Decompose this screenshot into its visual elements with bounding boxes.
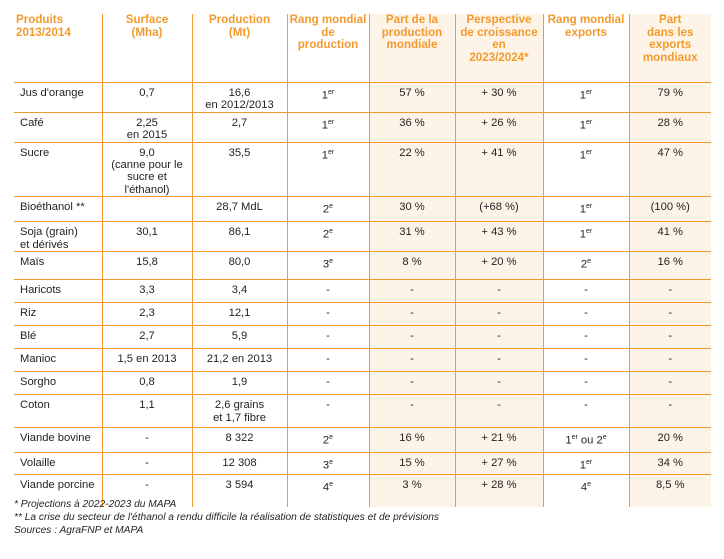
- cell-part-production: -: [369, 395, 455, 428]
- cell-rang-production: -: [287, 303, 369, 326]
- table-row: [14, 326, 711, 349]
- cell-production: 3 594: [192, 475, 287, 507]
- cell-rang-exports: 1er: [543, 112, 629, 142]
- cell-rang-production: -: [287, 280, 369, 303]
- cell-produit: Riz: [14, 303, 102, 326]
- cell-rang-production: -: [287, 326, 369, 349]
- cell-produit: Café: [14, 112, 102, 142]
- cell-surface: 2,7: [102, 326, 192, 349]
- cell-rang-exports: 1er: [543, 142, 629, 197]
- cell-rang-exports: -: [543, 303, 629, 326]
- cell-rang-production: -: [287, 372, 369, 395]
- cell-part-production: 22 %: [369, 142, 455, 197]
- cell-surface: 0,8: [102, 372, 192, 395]
- cell-surface: 0,7: [102, 83, 192, 113]
- cell-part-exports: 79 %: [629, 83, 711, 113]
- cell-part-exports: -: [629, 349, 711, 372]
- cell-part-production: -: [369, 349, 455, 372]
- footnote-projections: * Projections à 2022-2023 du MAPA: [14, 499, 177, 510]
- cell-perspective: + 20 %: [455, 252, 543, 280]
- cell-rang-exports: 2e: [543, 252, 629, 280]
- cell-production: 2,6 grains et 1,7 fibre: [192, 395, 287, 428]
- cell-part-exports: 34 %: [629, 453, 711, 475]
- cell-produit: Maïs: [14, 252, 102, 280]
- cell-production: 16,6 en 2012/2013: [192, 83, 287, 113]
- header-production: Production (Mt): [192, 14, 287, 83]
- table-row: [14, 197, 711, 222]
- table-row: [14, 83, 711, 113]
- cell-production: 12,1: [192, 303, 287, 326]
- cell-produit: Sucre: [14, 142, 102, 197]
- footnote-ethanol: ** La crise du secteur de l'éthanol a rendu difficile la réalisation de statistiques et de prévisions: [14, 512, 439, 523]
- cell-part-production: 16 %: [369, 428, 455, 453]
- cell-perspective: -: [455, 280, 543, 303]
- cell-part-production: -: [369, 280, 455, 303]
- cell-rang-production: 2e: [287, 222, 369, 252]
- cell-perspective: -: [455, 349, 543, 372]
- cell-perspective: -: [455, 326, 543, 349]
- cell-part-production: -: [369, 303, 455, 326]
- cell-part-production: 57 %: [369, 83, 455, 113]
- cell-produit: Sorgho: [14, 372, 102, 395]
- cell-rang-production: 2e: [287, 428, 369, 453]
- cell-rang-exports: -: [543, 326, 629, 349]
- cell-part-exports: -: [629, 326, 711, 349]
- cell-surface: 9,0 (canne pour le sucre et l'éthanol): [102, 142, 192, 197]
- cell-surface: -: [102, 475, 192, 507]
- cell-rang-production: 1er: [287, 112, 369, 142]
- cell-surface: 1,1: [102, 395, 192, 428]
- cell-production: 3,4: [192, 280, 287, 303]
- cell-perspective: + 30 %: [455, 83, 543, 113]
- cell-perspective: -: [455, 303, 543, 326]
- cell-part-production: 8 %: [369, 252, 455, 280]
- cell-part-exports: -: [629, 303, 711, 326]
- cell-production: 35,5: [192, 142, 287, 197]
- cell-perspective: + 26 %: [455, 112, 543, 142]
- cell-rang-exports: 4e: [543, 475, 629, 507]
- cell-production: 28,7 MdL: [192, 197, 287, 222]
- cell-part-production: 31 %: [369, 222, 455, 252]
- cell-surface: -: [102, 428, 192, 453]
- cell-perspective: + 21 %: [455, 428, 543, 453]
- header-part-exports: Part dans les exports mondiaux: [629, 14, 711, 83]
- cell-part-exports: -: [629, 372, 711, 395]
- cell-perspective: -: [455, 395, 543, 428]
- cell-rang-production: 1er: [287, 83, 369, 113]
- table-row: [14, 280, 711, 303]
- cell-part-production: 36 %: [369, 112, 455, 142]
- table-header-row: [14, 14, 711, 83]
- cell-perspective: + 28 %: [455, 475, 543, 507]
- cell-produit: Volaille: [14, 453, 102, 475]
- cell-surface: [102, 197, 192, 222]
- cell-rang-production: -: [287, 395, 369, 428]
- cell-rang-exports: -: [543, 395, 629, 428]
- cell-perspective: + 43 %: [455, 222, 543, 252]
- cell-produit: Coton: [14, 395, 102, 428]
- header-perspective: Perspective de croissance en 2023/2024*: [455, 14, 543, 83]
- header-part-production: Part de la production mondiale: [369, 14, 455, 83]
- cell-produit: Viande bovine: [14, 428, 102, 453]
- header-rang-exports: Rang mondial exports: [543, 14, 629, 83]
- cell-part-exports: -: [629, 395, 711, 428]
- cell-part-production: 30 %: [369, 197, 455, 222]
- cell-rang-exports: -: [543, 280, 629, 303]
- cell-rang-production: 1er: [287, 142, 369, 197]
- cell-rang-production: 3e: [287, 453, 369, 475]
- cell-rang-exports: 1er: [543, 453, 629, 475]
- table-row: [14, 303, 711, 326]
- cell-surface: -: [102, 453, 192, 475]
- cell-part-production: 3 %: [369, 475, 455, 507]
- cell-surface: 30,1: [102, 222, 192, 252]
- cell-produit: Soja (grain) et dérivés: [14, 222, 102, 252]
- cell-produit: Manioc: [14, 349, 102, 372]
- cell-part-production: -: [369, 326, 455, 349]
- cell-surface: 2,25 en 2015: [102, 112, 192, 142]
- cell-surface: 3,3: [102, 280, 192, 303]
- cell-surface: 1,5 en 2013: [102, 349, 192, 372]
- footnotes: [14, 498, 439, 537]
- cell-production: 2,7: [192, 112, 287, 142]
- cell-rang-exports: 1er: [543, 83, 629, 113]
- cell-rang-exports: 1er: [543, 222, 629, 252]
- cell-part-exports: 28 %: [629, 112, 711, 142]
- table-row: [14, 395, 711, 428]
- table-row: [14, 112, 711, 142]
- cell-surface: 15,8: [102, 252, 192, 280]
- table-row: [14, 142, 711, 197]
- cell-production: 5,9: [192, 326, 287, 349]
- cell-rang-production: 4e: [287, 475, 369, 507]
- cell-part-exports: 41 %: [629, 222, 711, 252]
- cell-perspective: + 41 %: [455, 142, 543, 197]
- header-surface: Surface (Mha): [102, 14, 192, 83]
- cell-rang-exports: -: [543, 372, 629, 395]
- cell-rang-exports: 1er: [543, 197, 629, 222]
- cell-surface: 2,3: [102, 303, 192, 326]
- cell-rang-production: 3e: [287, 252, 369, 280]
- cell-produit: Bioéthanol **: [14, 197, 102, 222]
- header-rang-production: Rang mondial de production: [287, 14, 369, 83]
- cell-produit: Blé: [14, 326, 102, 349]
- table-row: [14, 453, 711, 475]
- cell-part-exports: 47 %: [629, 142, 711, 197]
- cell-part-exports: 8,5 %: [629, 475, 711, 507]
- cell-produit: Viande porcine: [14, 475, 102, 507]
- cell-rang-exports: 1er ou 2e: [543, 428, 629, 453]
- cell-rang-production: -: [287, 349, 369, 372]
- table-row: [14, 372, 711, 395]
- table-row: [14, 428, 711, 453]
- cell-perspective: (+68 %): [455, 197, 543, 222]
- cell-rang-production: 2e: [287, 197, 369, 222]
- cell-produit: Jus d'orange: [14, 83, 102, 113]
- cell-perspective: -: [455, 372, 543, 395]
- table-row: [14, 349, 711, 372]
- footnote-sources: Sources : AgraFNP et MAPA: [14, 525, 144, 536]
- brazil-agriculture-table: [14, 14, 711, 507]
- cell-part-exports: 16 %: [629, 252, 711, 280]
- header-produits: Produits 2013/2014: [14, 14, 102, 83]
- table-row: [14, 252, 711, 280]
- cell-rang-exports: -: [543, 349, 629, 372]
- cell-part-production: 15 %: [369, 453, 455, 475]
- cell-part-exports: -: [629, 280, 711, 303]
- cell-production: 1,9: [192, 372, 287, 395]
- cell-production: 8 322: [192, 428, 287, 453]
- cell-part-exports: 20 %: [629, 428, 711, 453]
- cell-part-production: -: [369, 372, 455, 395]
- cell-production: 80,0: [192, 252, 287, 280]
- cell-produit: Haricots: [14, 280, 102, 303]
- table-row: [14, 222, 711, 252]
- cell-perspective: + 27 %: [455, 453, 543, 475]
- cell-production: 21,2 en 2013: [192, 349, 287, 372]
- cell-production: 12 308: [192, 453, 287, 475]
- cell-part-exports: (100 %): [629, 197, 711, 222]
- cell-production: 86,1: [192, 222, 287, 252]
